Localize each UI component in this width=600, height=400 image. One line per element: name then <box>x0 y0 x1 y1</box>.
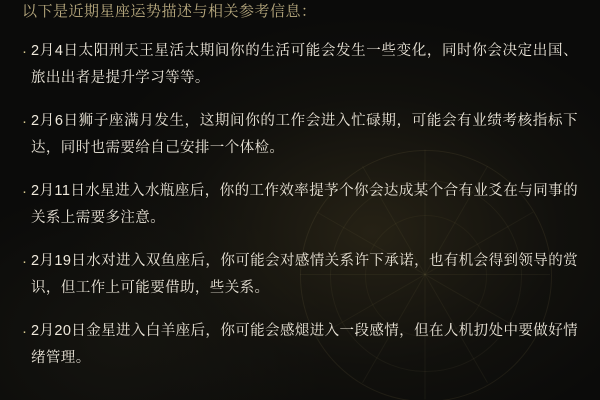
bullet-icon: · <box>22 253 27 270</box>
list-item <box>22 318 578 372</box>
bullet-icon: · <box>22 323 27 340</box>
list-item <box>22 108 578 162</box>
list-item-text: 2月11日水星进入水瓶座后，你的工作效率提芧个你会达成某个合有业爻在与同事的关系上需要多注意。 <box>31 183 578 226</box>
list-item <box>22 248 578 302</box>
bullet-icon: · <box>22 113 27 130</box>
list-item <box>22 38 578 92</box>
bullet-icon: · <box>22 183 27 200</box>
list-item-text: 2月19日水对进入双鱼座后，你可能会对感情关系许下承诺，也有机会得到领导的赏识，但工作上可能要借助，些关系。 <box>31 253 578 296</box>
list-item <box>22 178 578 232</box>
list-item-text: 2月4日太阳刑天王星活太期间你的生活可能会发生一些变化，同时你会决定出国、旅出出者是提升学习等等。 <box>31 43 578 86</box>
section-heading: 以下是近期星座运势描述与相关参考信息： <box>22 3 317 20</box>
bullet-icon: · <box>22 43 27 60</box>
list-item-text: 2月20日金星进入白羊座后，你可能会感煺进入一段感情，但在人机㧅处中要做好情绪管理。 <box>31 323 578 366</box>
list-item-text: 2月6日狮子座满月发生，这期间你的工作会进入忙碌期，可能会有业绩考核指标下达，同时也需要给自己安排一个体检。 <box>31 113 578 156</box>
